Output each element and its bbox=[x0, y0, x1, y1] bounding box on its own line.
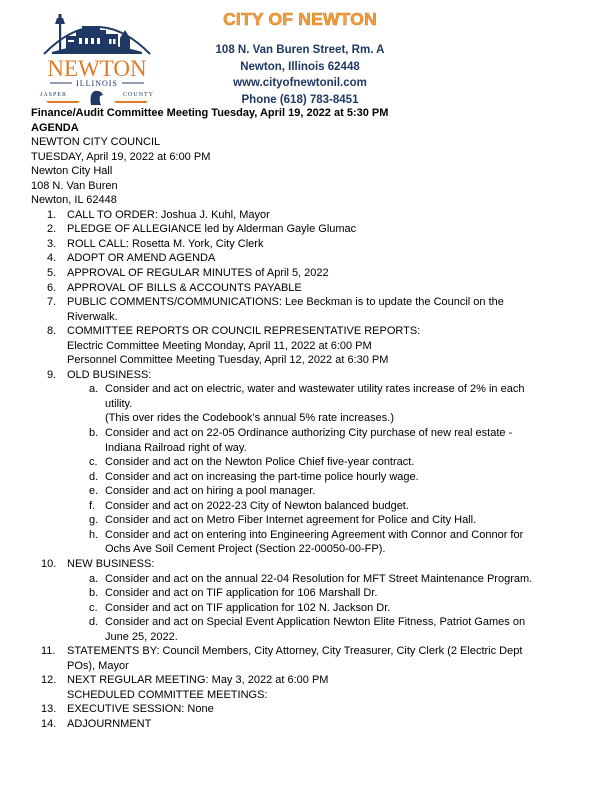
agenda-subitem-text: Consider and act on increasing the part-time police hourly wage. bbox=[105, 470, 419, 483]
agenda-item-number: 5. bbox=[47, 267, 57, 280]
newton-city-seal-icon bbox=[36, 10, 158, 106]
agenda-document bbox=[31, 106, 591, 732]
agenda-item bbox=[31, 222, 591, 237]
agenda-item-text: APPROVAL OF BILLS & ACCOUNTS PAYABLE bbox=[67, 281, 302, 294]
agenda-item bbox=[31, 208, 591, 223]
agenda-subitem-letter: f. bbox=[89, 499, 96, 512]
agenda-subitem-text: Consider and act on entering into Engineering Agreement with Connor and Connor for bbox=[105, 528, 524, 541]
agenda-item-text: ADOPT OR AMEND AGENDA bbox=[67, 252, 216, 265]
agenda-subitem bbox=[31, 382, 591, 397]
agenda-subitem bbox=[31, 528, 591, 543]
eagle-icon bbox=[91, 91, 104, 105]
logo-right-text: COUNTY bbox=[123, 92, 154, 98]
committee-meeting-line: Finance/Audit Committee Meeting Tuesday, April 19, 2022 at 5:30 PM bbox=[31, 107, 389, 119]
agenda-item-text: COMMITTEE REPORTS OR COUNCIL REPRESENTATIVE REPORTS: bbox=[67, 325, 421, 338]
agenda-subitem-text: Consider and act on the Newton Police Chief five-year contract. bbox=[105, 456, 415, 469]
agenda-item-text: APPROVAL OF REGULAR MINUTES of April 5, 2022 bbox=[67, 267, 329, 280]
agenda-subitem bbox=[31, 499, 591, 514]
agenda-subitem bbox=[31, 572, 591, 587]
agenda-item-text: ROLL CALL: Rosetta M. York, City Clerk bbox=[67, 237, 264, 250]
agenda-item-number: 12. bbox=[41, 674, 57, 687]
agenda-item bbox=[31, 324, 591, 339]
agenda-subitem bbox=[31, 455, 591, 470]
website-link[interactable]: www.cityofnewtonil.com bbox=[233, 77, 367, 90]
agenda-heading: AGENDA bbox=[31, 121, 79, 134]
agenda-item-text: PLEDGE OF ALLEGIANCE led by Alderman Gayle Glumac bbox=[67, 223, 357, 236]
agenda-item-number: 1. bbox=[47, 208, 57, 221]
committee-report-detail: Personnel Committee Meeting Tuesday, April 12, 2022 at 6:30 PM bbox=[67, 354, 389, 367]
agenda-item bbox=[31, 644, 591, 659]
agenda-subitem-text: Consider and act on 2022-23 City of Newton balanced budget. bbox=[105, 499, 409, 512]
agenda-subitem-continuation: June 25, 2022. bbox=[105, 630, 178, 643]
agenda-item bbox=[31, 251, 591, 266]
agenda-item-text: PUBLIC COMMENTS/COMMUNICATIONS: Lee Beckman is to update the Council on the bbox=[67, 296, 504, 309]
agenda-item-number: 9. bbox=[47, 368, 57, 381]
agenda-subitem-text: Consider and act on the annual 22-04 Resolution for MFT Street Maintenance Program. bbox=[105, 572, 533, 585]
agenda-subitem bbox=[31, 615, 591, 630]
agenda-subitem bbox=[31, 484, 591, 499]
agenda-item-number: 2. bbox=[47, 223, 57, 236]
agenda-item-continuation: POs), Mayor bbox=[67, 659, 129, 672]
agenda-subitem bbox=[31, 426, 591, 441]
agenda-item-text: OLD BUSINESS: bbox=[67, 368, 152, 381]
logo-state-text: ILLINOIS bbox=[76, 79, 118, 88]
agenda-subitem-letter: c. bbox=[89, 601, 98, 614]
agenda-subitem-letter: b. bbox=[89, 427, 99, 440]
agenda-subitem-continuation: Indiana Railroad right of way. bbox=[105, 441, 247, 454]
agenda-subitem-text: Consider and act on hiring a pool manager. bbox=[105, 485, 316, 498]
agenda-item-number: 14. bbox=[41, 717, 57, 730]
agenda-item-number: 3. bbox=[47, 237, 57, 250]
agenda-subitem bbox=[31, 513, 591, 528]
agenda-item bbox=[31, 717, 591, 732]
agenda-subitem-continuation: Ochs Ave Soil Cement Project (Section 22-00050-00-FP). bbox=[105, 543, 386, 556]
meeting-city: Newton, IL 62448 bbox=[31, 194, 117, 207]
city-logo bbox=[36, 10, 158, 106]
agenda-subitem-text: Consider and act on Special Event Application Newton Elite Fitness, Patriot Games on bbox=[105, 616, 526, 629]
agenda-item-text: NEW BUSINESS: bbox=[67, 557, 155, 570]
agenda-subitem bbox=[31, 470, 591, 485]
agenda-subitem-text: Consider and act on electric, water and wastewater utility rates increase of 2% in each bbox=[105, 383, 525, 396]
agenda-item-number: 6. bbox=[47, 281, 57, 294]
agenda-item bbox=[31, 295, 591, 310]
committee-report-detail: Electric Committee Meeting Monday, April 11, 2022 at 6:00 PM bbox=[67, 339, 372, 352]
agenda-item-number: 7. bbox=[47, 296, 57, 309]
meeting-street: 108 N. Van Buren bbox=[31, 179, 118, 192]
agenda-item-text: EXECUTIVE SESSION: None bbox=[67, 703, 214, 716]
agenda-subitem bbox=[31, 601, 591, 616]
agenda-subitem-text: Consider and act on TIF application for 106 Marshall Dr. bbox=[105, 587, 378, 600]
agenda-item bbox=[31, 702, 591, 717]
agenda-subitem-text: Consider and act on Metro Fiber Internet agreement for Police and City Hall. bbox=[105, 514, 477, 527]
address-line-2: Newton, Illinois 62448 bbox=[240, 60, 360, 73]
agenda-subitem-continuation: utility. bbox=[105, 397, 133, 410]
meeting-datetime: TUESDAY, April 19, 2022 at 6:00 PM bbox=[31, 150, 211, 163]
agenda-subitem-letter: a. bbox=[89, 572, 99, 585]
agenda-item-number: 13. bbox=[41, 703, 57, 716]
agenda-item-continuation: Riverwalk. bbox=[67, 310, 118, 323]
agenda-subitem-text: Consider and act on 22-05 Ordinance authorizing City purchase of new real estate - bbox=[105, 427, 513, 440]
agenda-subitem-letter: b. bbox=[89, 587, 99, 600]
city-title: CITY OF NEWTON bbox=[223, 9, 377, 29]
agenda-subitem-continuation: (This over rides the Codebook’s annual 5% rate increases.) bbox=[105, 412, 395, 425]
agenda-item-text: NEXT REGULAR MEETING: May 3, 2022 at 6:00 PM bbox=[67, 674, 329, 687]
agenda-item-text: STATEMENTS BY: Council Members, City Attorney, City Treasurer, City Clerk (2 Electric Dept bbox=[67, 645, 523, 658]
agenda-item bbox=[31, 266, 591, 281]
agenda-item-number: 4. bbox=[47, 252, 57, 265]
council-name: NEWTON CITY COUNCIL bbox=[31, 136, 161, 149]
phone-number: Phone (618) 783-8451 bbox=[241, 93, 359, 106]
logo-left-text: JASPER bbox=[40, 92, 68, 98]
agenda-subitem-letter: e. bbox=[89, 485, 99, 498]
letterhead-header bbox=[180, 8, 420, 108]
agenda-item bbox=[31, 237, 591, 252]
agenda-item bbox=[31, 281, 591, 296]
agenda-subitem-letter: g. bbox=[89, 514, 99, 527]
agenda-subitem-letter: d. bbox=[89, 616, 99, 629]
agenda-subitem-letter: d. bbox=[89, 470, 99, 483]
agenda-item bbox=[31, 673, 591, 688]
agenda-item-number: 8. bbox=[47, 325, 57, 338]
agenda-item-text: CALL TO ORDER: Joshua J. Kuhl, Mayor bbox=[67, 208, 270, 221]
agenda-subitem-letter: h. bbox=[89, 528, 99, 541]
agenda-subitem bbox=[31, 586, 591, 601]
agenda-subitem-text: Consider and act on TIF application for 102 N. Jackson Dr. bbox=[105, 601, 391, 614]
logo-name-text: NEWTON bbox=[47, 56, 147, 81]
agenda-item-continuation: SCHEDULED COMMITTEE MEETINGS: bbox=[67, 688, 268, 701]
address-line-1: 108 N. Van Buren Street, Rm. A bbox=[215, 44, 385, 56]
agenda-item-number: 11. bbox=[41, 645, 56, 658]
agenda-item bbox=[31, 368, 591, 383]
agenda-item-number: 10. bbox=[41, 557, 57, 570]
meeting-venue: Newton City Hall bbox=[31, 165, 113, 178]
agenda-item bbox=[31, 557, 591, 572]
agenda-subitem-letter: c. bbox=[89, 456, 98, 469]
agenda-list bbox=[31, 208, 591, 732]
agenda-item-text: ADJOURNMENT bbox=[67, 717, 152, 730]
agenda-subitem-letter: a. bbox=[89, 383, 99, 396]
